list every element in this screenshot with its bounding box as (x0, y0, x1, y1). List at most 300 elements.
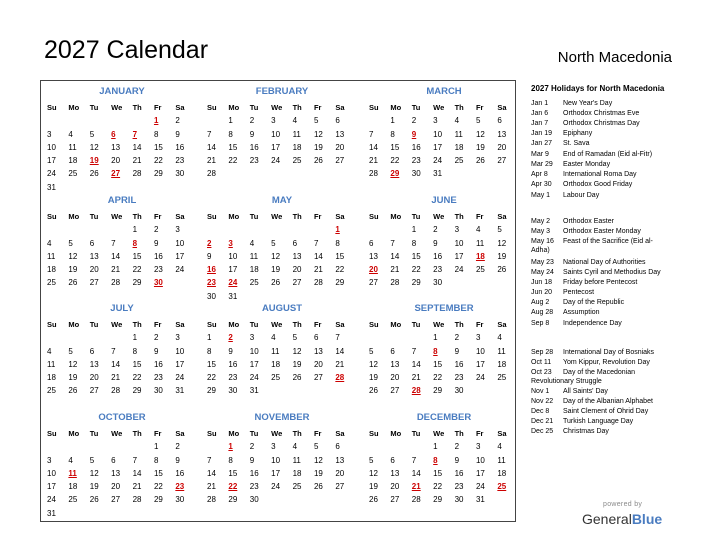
empty-day-cell (369, 114, 390, 127)
holiday-row (531, 170, 671, 179)
weekday-header: Sa (175, 103, 185, 112)
weekday-header: Tu (249, 429, 259, 438)
weekday-header: Tu (89, 103, 99, 112)
day-cell: 15 (411, 251, 421, 261)
month-name: JANUARY (99, 86, 145, 97)
day-cell: 3 (454, 225, 460, 235)
day-cell: 17 (228, 265, 238, 275)
day-cell: 23 (153, 373, 163, 383)
day-cell: 16 (175, 468, 185, 478)
holiday-day-cell: 1 (153, 116, 159, 126)
day-cell: 8 (228, 455, 233, 465)
month-name: SEPTEMBER (414, 303, 474, 314)
empty-day-cell (68, 331, 89, 344)
day-cell: 12 (292, 346, 302, 356)
empty-day-cell (207, 114, 228, 127)
day-cell: 19 (68, 373, 78, 383)
day-cell: 30 (454, 386, 464, 396)
day-cell: 21 (111, 265, 121, 275)
day-cell: 28 (111, 386, 121, 396)
day-cell: 26 (475, 156, 485, 166)
day-grid (207, 318, 357, 398)
day-cell: 12 (271, 251, 281, 261)
holiday-name: Pentecost (563, 289, 595, 296)
day-cell: 20 (111, 156, 121, 166)
weekday-header: We (433, 103, 445, 112)
weekday-header: Tu (411, 212, 421, 221)
day-cell: 30 (433, 278, 443, 288)
day-cell: 15 (433, 468, 443, 478)
day-cell: 7 (369, 129, 374, 139)
day-cell: 13 (313, 346, 323, 356)
day-cell: 15 (228, 468, 238, 478)
holiday-date: Jan 1 (531, 100, 549, 107)
day-cell: 30 (228, 386, 238, 396)
weekday-header: Th (292, 103, 302, 112)
day-cell: 24 (454, 265, 464, 275)
day-grid (47, 101, 197, 194)
day-cell: 3 (249, 333, 255, 343)
day-cell: 19 (271, 265, 281, 275)
holiday-day-cell: 21 (411, 482, 421, 492)
empty-day-cell (47, 331, 68, 344)
day-cell: 17 (175, 251, 185, 261)
weekday-header: Tu (249, 320, 259, 329)
day-cell: 24 (271, 482, 281, 492)
empty-day-cell (412, 440, 433, 453)
day-cell: 2 (454, 442, 460, 452)
day-cell: 12 (475, 129, 485, 139)
holiday-name: Day of the Macedonian Revolutionary Struggle (531, 369, 635, 385)
day-cell: 23 (411, 156, 421, 166)
weekday-header: Tu (411, 429, 421, 438)
day-cell: 7 (132, 455, 138, 465)
day-cell: 19 (68, 265, 78, 275)
holiday-date: Nov 22 (531, 398, 554, 405)
holiday-row (531, 368, 671, 386)
weekday-header: Mo (68, 429, 80, 438)
day-cell: 21 (111, 373, 121, 383)
weekday-header: Mo (228, 429, 240, 438)
country-name: North Macedonia (557, 49, 672, 66)
month-january (47, 83, 197, 191)
day-cell: 29 (207, 386, 216, 396)
day-cell: 18 (271, 359, 281, 369)
day-cell: 24 (433, 156, 443, 166)
holiday-date: Sep 28 (531, 349, 554, 356)
day-cell: 7 (411, 455, 417, 465)
weekday-header: We (271, 429, 283, 438)
day-cell: 8 (153, 129, 159, 139)
holiday-date: Oct 11 (531, 359, 552, 366)
weekday-header: Sa (175, 429, 185, 438)
day-cell: 28 (207, 169, 216, 179)
weekday-header: Su (47, 212, 57, 221)
holiday-day-cell: 29 (390, 169, 400, 179)
day-cell: 27 (335, 482, 345, 492)
holiday-day-cell: 23 (175, 482, 185, 492)
day-cell: 22 (153, 482, 163, 492)
day-cell: 16 (433, 251, 443, 261)
day-cell: 9 (228, 346, 233, 356)
holiday-row (531, 278, 671, 287)
day-cell: 2 (249, 442, 255, 452)
holiday-date: Jan 27 (531, 140, 553, 147)
day-cell: 4 (249, 238, 255, 248)
month-name: JUNE (431, 195, 457, 206)
day-cell: 28 (369, 169, 378, 179)
day-cell: 28 (207, 495, 216, 505)
day-cell: 15 (228, 142, 238, 152)
day-cell: 28 (132, 495, 142, 505)
empty-day-cell (90, 114, 111, 127)
weekday-header: Th (454, 212, 464, 221)
weekday-header: Th (132, 103, 142, 112)
day-cell: 8 (411, 238, 417, 248)
day-cell: 27 (497, 156, 507, 166)
weekday-header: We (111, 103, 123, 112)
day-cell: 13 (335, 455, 345, 465)
day-cell: 21 (132, 156, 142, 166)
day-cell: 12 (89, 142, 99, 152)
day-cell: 20 (313, 359, 323, 369)
empty-day-cell (47, 223, 68, 236)
day-cell: 24 (175, 373, 185, 383)
day-cell: 23 (175, 156, 185, 166)
day-cell: 22 (433, 373, 443, 383)
holiday-name: Labour Day (563, 192, 600, 199)
day-cell: 15 (132, 359, 142, 369)
day-cell: 21 (132, 482, 142, 492)
day-cell: 25 (454, 156, 464, 166)
day-cell: 27 (292, 278, 302, 288)
holiday-day-cell: 2 (228, 333, 233, 343)
day-cell: 31 (228, 291, 238, 301)
day-cell: 7 (313, 238, 319, 248)
month-september (369, 300, 519, 408)
holiday-row (531, 288, 671, 297)
holiday-row (531, 150, 671, 159)
holiday-day-cell: 22 (228, 482, 238, 492)
day-cell: 29 (132, 386, 142, 396)
day-cell: 2 (454, 333, 460, 343)
day-cell: 18 (292, 142, 302, 152)
day-cell: 23 (454, 482, 464, 492)
day-cell: 8 (228, 129, 233, 139)
day-cell: 24 (475, 373, 485, 383)
day-cell: 8 (335, 238, 340, 248)
day-cell: 4 (47, 346, 52, 356)
weekday-header: Mo (228, 320, 240, 329)
day-cell: 14 (313, 251, 323, 261)
holiday-day-cell: 1 (335, 225, 340, 235)
month-december (369, 409, 519, 517)
day-cell: 6 (369, 238, 374, 248)
holiday-name: Orthodox Good Friday (563, 181, 633, 188)
day-cell: 11 (47, 251, 56, 261)
day-cell: 1 (411, 225, 417, 235)
day-cell: 12 (497, 238, 507, 248)
day-cell: 15 (335, 251, 345, 261)
day-cell: 9 (249, 455, 255, 465)
empty-day-cell (133, 114, 154, 127)
day-cell: 18 (47, 373, 56, 383)
empty-day-cell (369, 440, 390, 453)
weekday-header: We (271, 320, 283, 329)
day-cell: 7 (111, 346, 116, 356)
day-cell: 11 (497, 455, 506, 465)
empty-day-cell (68, 114, 89, 127)
holiday-date: Dec 8 (531, 408, 550, 415)
day-cell: 24 (175, 265, 185, 275)
day-cell: 16 (249, 468, 259, 478)
day-cell: 17 (475, 468, 485, 478)
day-cell: 12 (313, 129, 323, 139)
day-cell: 17 (454, 251, 464, 261)
weekday-header: Tu (249, 212, 259, 221)
month-november (207, 409, 357, 517)
weekday-header: Fr (475, 103, 484, 112)
holiday-name: Yom Kippur, Revolution Day (563, 359, 650, 366)
empty-day-cell (90, 331, 111, 344)
day-cell: 10 (475, 455, 485, 465)
weekday-header: We (433, 212, 445, 221)
day-cell: 16 (228, 359, 238, 369)
day-cell: 22 (335, 265, 345, 275)
day-cell: 14 (369, 142, 378, 152)
weekday-header: Th (132, 320, 142, 329)
day-cell: 31 (47, 508, 56, 518)
day-cell: 31 (433, 169, 443, 179)
day-cell: 4 (47, 238, 52, 248)
day-cell: 12 (369, 359, 378, 369)
day-cell: 29 (132, 278, 142, 288)
holiday-date: May 24 (531, 269, 554, 276)
day-cell: 20 (390, 482, 400, 492)
day-cell: 2 (175, 442, 180, 452)
holiday-name: Orthodox Easter (563, 218, 614, 225)
day-cell: 20 (89, 265, 99, 275)
day-cell: 30 (454, 495, 464, 505)
day-cell: 22 (132, 265, 142, 275)
day-cell: 18 (292, 468, 302, 478)
day-cell: 5 (89, 455, 95, 465)
day-cell: 5 (68, 346, 73, 356)
day-cell: 26 (68, 278, 78, 288)
holiday-name: Friday before Pentecost (563, 279, 638, 286)
day-cell: 13 (89, 251, 99, 261)
day-cell: 15 (207, 359, 216, 369)
weekday-header: Sa (335, 320, 345, 329)
weekday-header: Fr (153, 320, 162, 329)
empty-day-cell (111, 114, 132, 127)
day-cell: 3 (47, 455, 52, 465)
day-cell: 9 (454, 455, 460, 465)
holiday-name: Easter Monday (563, 161, 611, 168)
day-cell: 5 (271, 238, 276, 248)
holiday-row (531, 191, 671, 200)
day-cell: 3 (271, 442, 276, 452)
day-cell: 13 (292, 251, 302, 261)
empty-day-cell (390, 440, 411, 453)
day-cell: 6 (390, 346, 395, 356)
day-cell: 14 (132, 142, 142, 152)
day-cell: 26 (89, 169, 99, 179)
holiday-name: National Day of Authorities (563, 259, 646, 266)
weekday-header: Mo (390, 103, 402, 112)
holiday-date: Aug 2 (531, 299, 550, 306)
day-cell: 25 (47, 278, 56, 288)
day-cell: 5 (313, 442, 319, 452)
day-cell: 22 (228, 156, 238, 166)
day-cell: 8 (390, 129, 395, 139)
weekday-header: Tu (89, 429, 99, 438)
weekday-header: Fr (313, 320, 322, 329)
day-cell: 23 (249, 156, 259, 166)
day-cell: 26 (271, 278, 281, 288)
day-cell: 19 (369, 482, 378, 492)
day-cell: 20 (89, 373, 99, 383)
holiday-row (531, 129, 671, 138)
day-cell: 1 (433, 442, 438, 452)
weekday-header: Su (207, 212, 217, 221)
day-cell: 21 (313, 265, 323, 275)
day-cell: 10 (249, 346, 259, 356)
day-cell: 20 (292, 265, 302, 275)
month-may (207, 192, 357, 300)
day-cell: 25 (292, 482, 302, 492)
day-cell: 15 (433, 359, 443, 369)
day-cell: 26 (292, 373, 302, 383)
weekday-header: Tu (249, 103, 259, 112)
day-cell: 29 (433, 495, 443, 505)
day-cell: 6 (335, 116, 340, 126)
day-cell: 27 (89, 278, 99, 288)
day-cell: 16 (175, 142, 185, 152)
month-august (207, 300, 357, 408)
weekday-header: Sa (335, 429, 345, 438)
holiday-date: Jan 19 (531, 130, 553, 137)
day-cell: 25 (68, 169, 78, 179)
day-cell: 5 (292, 333, 298, 343)
day-cell: 7 (390, 238, 395, 248)
empty-day-cell (412, 331, 433, 344)
empty-day-cell (47, 440, 68, 453)
day-cell: 7 (111, 238, 116, 248)
day-cell: 26 (313, 156, 323, 166)
empty-day-cell (207, 223, 228, 236)
empty-day-cell (90, 440, 111, 453)
weekday-header: Tu (411, 320, 421, 329)
month-name: AUGUST (261, 303, 303, 314)
weekday-header: Th (292, 320, 302, 329)
day-cell: 7 (335, 333, 340, 343)
month-february (207, 83, 357, 191)
holiday-row (531, 358, 671, 367)
weekday-header: Sa (497, 320, 507, 329)
weekday-header: We (111, 212, 123, 221)
weekday-header: Fr (313, 103, 322, 112)
day-cell: 29 (335, 278, 345, 288)
holiday-row (531, 119, 671, 128)
holiday-name: Saints Cyril and Methodius Day (563, 269, 661, 276)
day-grid (369, 210, 519, 290)
day-cell: 22 (433, 482, 443, 492)
day-cell: 18 (249, 265, 259, 275)
holiday-name: Saint Clement of Ohrid Day (563, 408, 649, 415)
calendar-grid-frame (40, 80, 516, 522)
day-cell: 22 (207, 373, 216, 383)
day-cell: 13 (111, 142, 121, 152)
holiday-date: Dec 25 (531, 428, 554, 435)
day-cell: 3 (175, 225, 180, 235)
holiday-day-cell: 23 (207, 278, 216, 288)
day-cell: 9 (207, 251, 212, 261)
day-cell: 23 (454, 373, 464, 383)
day-cell: 1 (433, 333, 438, 343)
month-july (47, 300, 197, 408)
day-cell: 3 (433, 116, 438, 126)
day-cell: 21 (390, 265, 400, 275)
day-cell: 26 (68, 386, 78, 396)
empty-day-cell (68, 223, 89, 236)
weekday-header: Mo (68, 103, 80, 112)
day-cell: 12 (89, 468, 99, 478)
holiday-name: End of Ramadan (Eid al-Fitr) (563, 151, 653, 158)
day-cell: 26 (313, 482, 323, 492)
day-cell: 22 (153, 156, 163, 166)
day-cell: 27 (390, 495, 400, 505)
day-cell: 10 (228, 251, 238, 261)
month-june (369, 192, 519, 300)
day-cell: 10 (47, 142, 56, 152)
day-cell: 9 (175, 129, 180, 139)
weekday-header: Tu (411, 103, 421, 112)
day-cell: 6 (390, 455, 395, 465)
day-cell: 27 (111, 495, 121, 505)
day-cell: 23 (228, 373, 238, 383)
day-cell: 31 (475, 495, 485, 505)
empty-day-cell (250, 223, 271, 236)
day-cell: 24 (47, 495, 56, 505)
day-cell: 6 (292, 238, 298, 248)
weekday-header: Sa (497, 429, 507, 438)
holiday-row (531, 387, 671, 396)
day-cell: 19 (497, 251, 507, 261)
day-cell: 11 (271, 346, 280, 356)
day-cell: 30 (411, 169, 421, 179)
empty-day-cell (47, 114, 68, 127)
holiday-name: Turkish Language Day (563, 418, 634, 425)
holiday-name: Orthodox Easter Monday (563, 228, 641, 235)
month-april (47, 192, 197, 300)
holiday-name: St. Sava (563, 140, 590, 147)
holiday-day-cell: 8 (433, 455, 438, 465)
holiday-day-cell: 2 (207, 238, 212, 248)
day-cell: 18 (454, 142, 464, 152)
day-cell: 15 (390, 142, 400, 152)
day-cell: 16 (411, 142, 421, 152)
day-cell: 12 (313, 455, 323, 465)
day-cell: 29 (153, 495, 163, 505)
day-cell: 1 (207, 333, 212, 343)
holiday-name: All Saints' Day (563, 388, 608, 395)
weekday-header: Sa (335, 212, 345, 221)
day-cell: 2 (249, 116, 255, 126)
weekday-header: Mo (228, 212, 240, 221)
day-cell: 26 (369, 386, 378, 396)
empty-day-cell (111, 331, 132, 344)
